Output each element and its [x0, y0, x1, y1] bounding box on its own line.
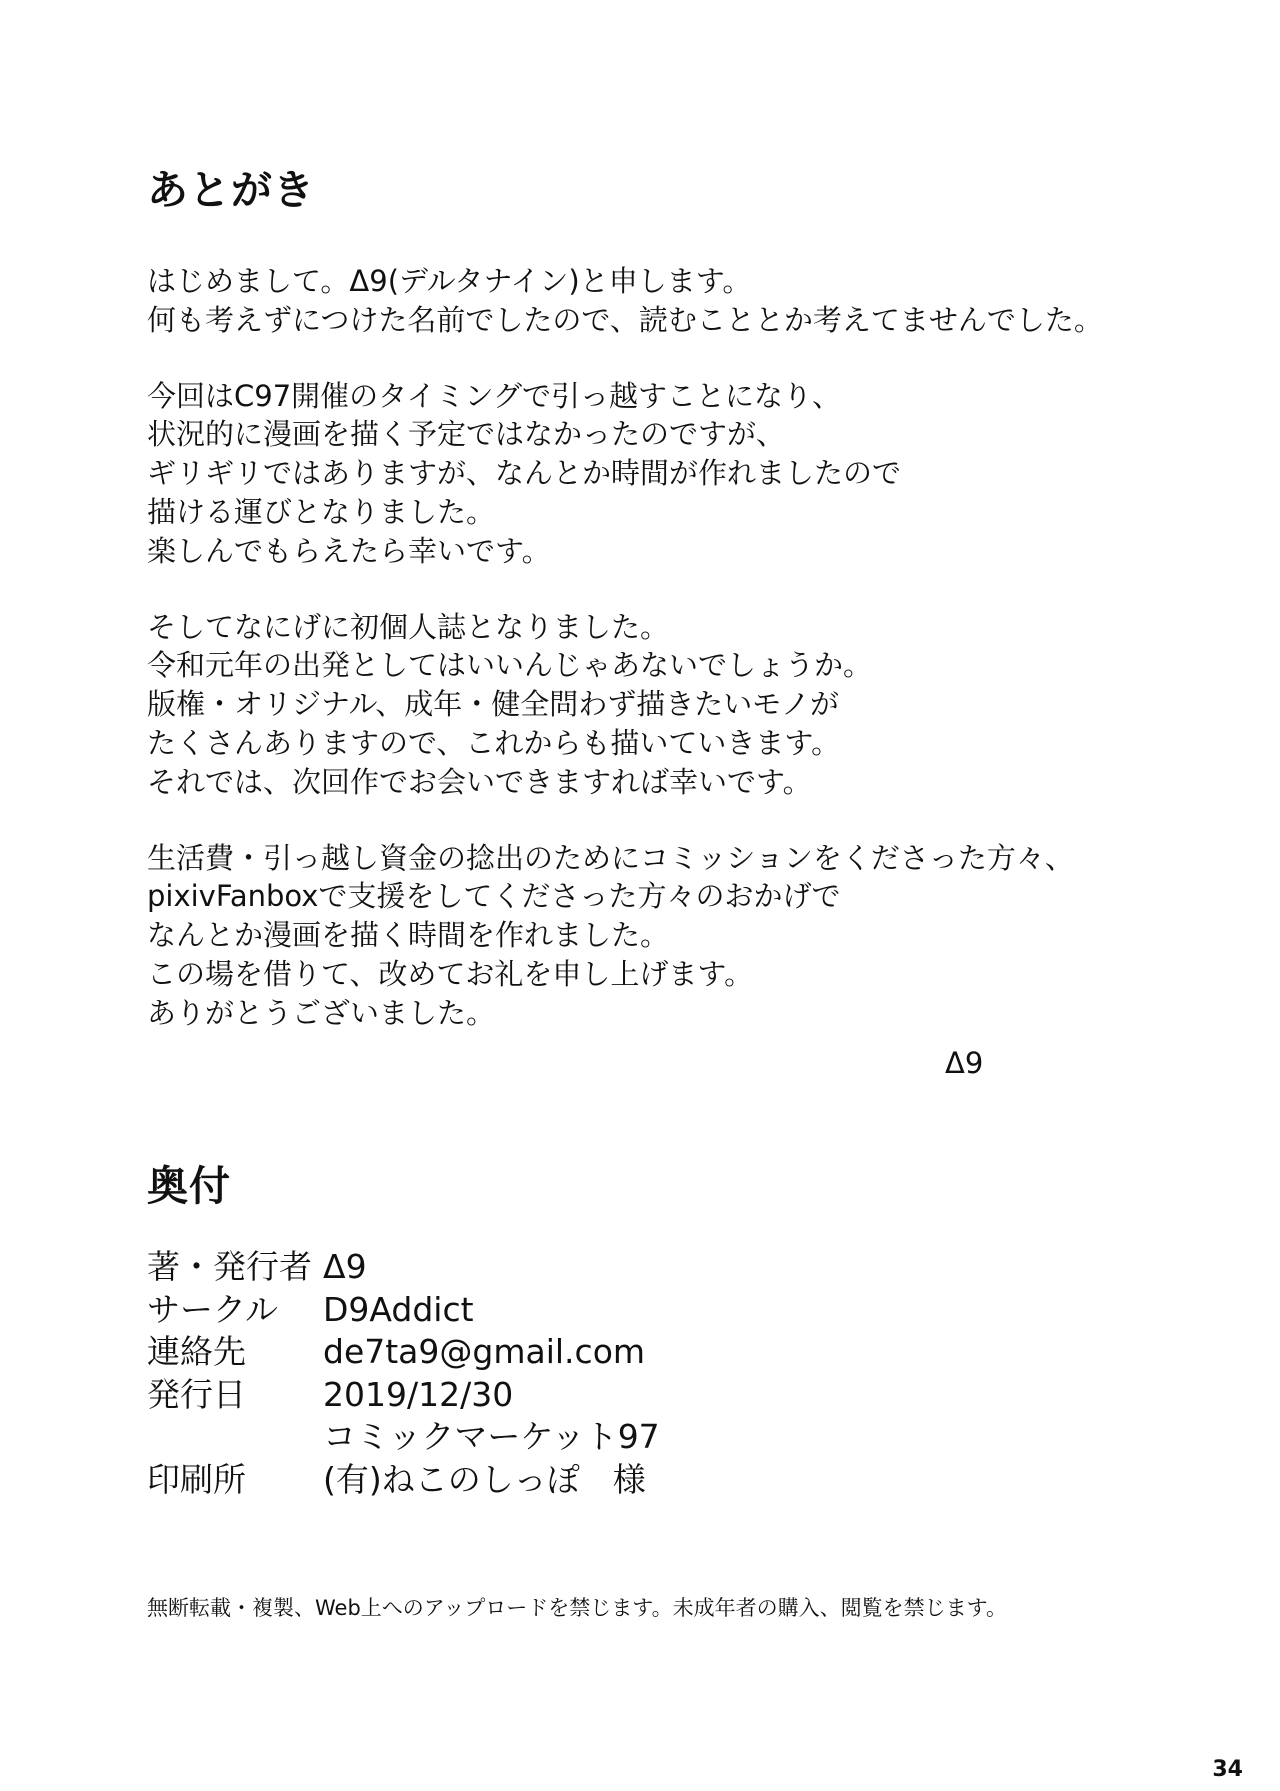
text-line: たくさんありますので、これからも描いていきます。: [147, 725, 841, 760]
text-line: 何も考えずにつけた名前でしたので、読むこととか考えてませんでした。: [147, 302, 1103, 337]
text-line: それでは、次回作でお会いできますれば幸いです。: [147, 764, 812, 799]
afterword-title: あとがき: [147, 166, 315, 214]
text-line: はじめまして。Δ9(デルタナイン)と申します。: [147, 264, 752, 298]
text-line: pixivFanboxで支援をしてくださった方々のおかげで: [147, 879, 841, 914]
text-line: ありがとうございました。: [147, 995, 496, 1030]
colophon-title: 奥付: [147, 1162, 231, 1210]
copyright-notice: 無断転載・複製、Web上へのアップロードを禁じます。未成年者の購入、閲覧を禁じます。: [147, 1596, 1007, 1620]
colophon-value: 2019/12/30: [323, 1374, 514, 1414]
afterword-body: [147, 262, 1207, 1070]
colophon-row-event: [147, 1416, 660, 1459]
colophon-label: 著・発行者: [147, 1247, 312, 1286]
text-line: 楽しんでもらえたら幸いです。: [147, 533, 551, 568]
text-line: 令和元年の出発としてはいいんじゃあないでしょうか。: [147, 648, 873, 683]
author-signature: Δ9: [945, 1046, 984, 1080]
text-line: そしてなにげに初個人誌となりました。: [147, 609, 670, 644]
text-line: 描ける運びとなりました。: [147, 494, 496, 529]
afterword-paragraph-1: [147, 262, 1207, 340]
afterword-paragraph-3: [147, 608, 1207, 802]
colophon-label: 連絡先: [147, 1332, 246, 1371]
text-line: 今回はC97開催のタイミングで引っ越すことになり、: [147, 378, 841, 413]
text-line: 生活費・引っ越し資金の捻出のためにコミッションをくださった方々、: [147, 840, 1074, 875]
afterword-paragraph-2: [147, 377, 1207, 571]
colophon-value: (有)ねこのしっぽ 様: [323, 1459, 646, 1499]
text-line: 状況的に漫画を描く予定ではなかったのですが、: [147, 417, 786, 452]
text-line: ギリギリではありますが、なんとか時間が作れましたので: [147, 456, 902, 491]
colophon-label: 発行日: [147, 1374, 246, 1414]
colophon-table: [147, 1246, 660, 1501]
colophon-row-contact: [147, 1331, 660, 1374]
colophon-label: [147, 1416, 323, 1459]
colophon-value: コミックマーケット97: [323, 1417, 660, 1456]
text-line: この場を借りて、改めてお礼を申し上げます。: [147, 956, 754, 991]
colophon-label: 印刷所: [147, 1459, 246, 1499]
colophon-value: Δ9: [323, 1247, 367, 1286]
colophon-row-date: [147, 1374, 660, 1417]
text-line: 版権・オリジナル、成年・健全問わず描きたいモノが: [147, 687, 839, 722]
colophon-value: D9Addict: [323, 1289, 474, 1329]
page-number: 34: [1212, 1757, 1243, 1782]
afterword-paragraph-4: [147, 839, 1207, 1033]
colophon-row-author: [147, 1246, 660, 1289]
text-line: なんとか漫画を描く時間を作れました。: [147, 918, 670, 953]
colophon-row-printer: [147, 1459, 660, 1502]
colophon-label: サークル: [147, 1289, 279, 1329]
colophon-row-circle: [147, 1289, 660, 1332]
contact-email: de7ta9@gmail.com: [323, 1332, 646, 1371]
